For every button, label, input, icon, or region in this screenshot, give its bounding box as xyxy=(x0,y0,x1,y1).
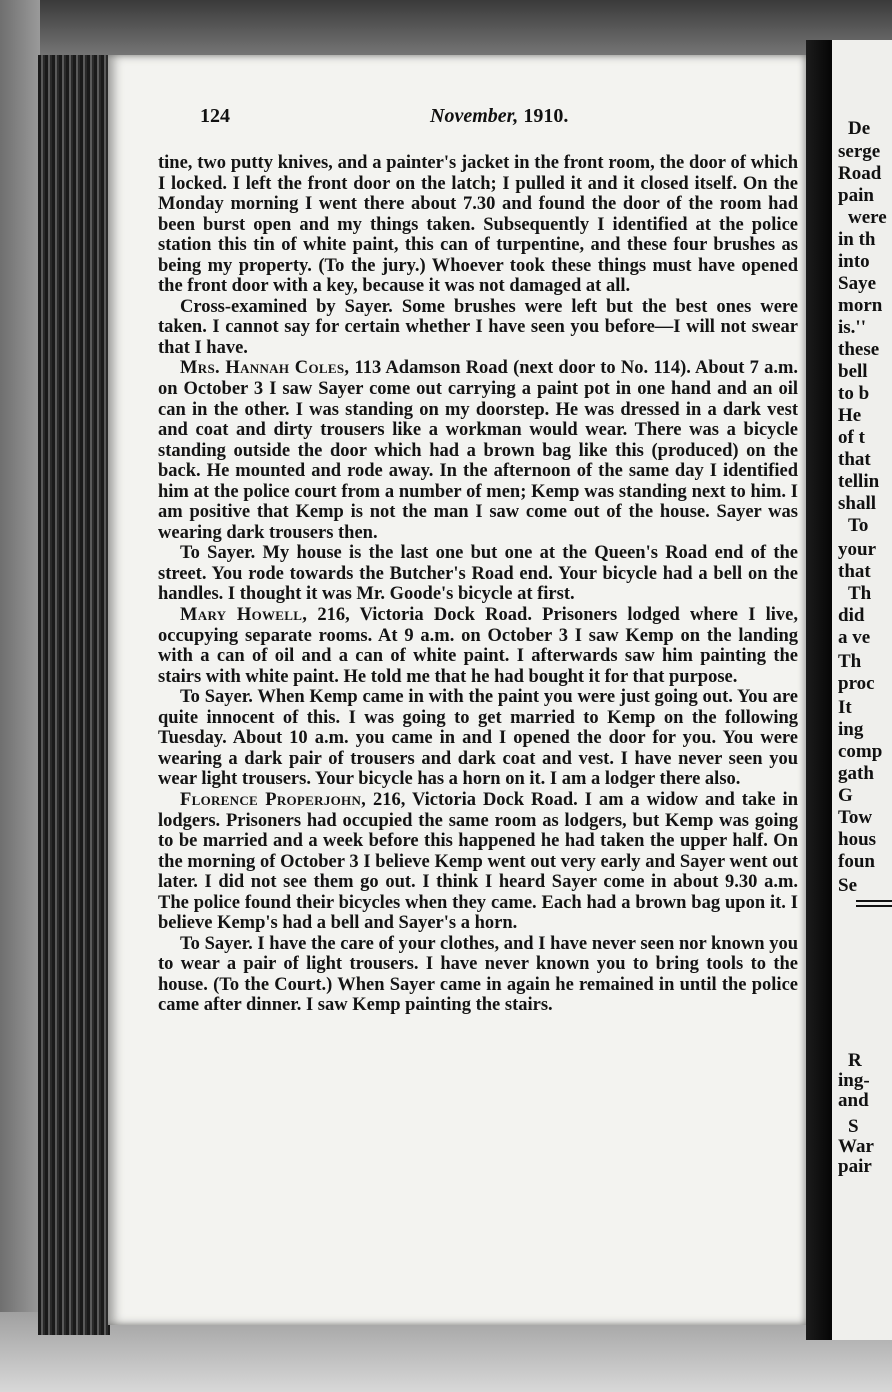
facing-page-text-fragment: bell xyxy=(838,361,868,382)
page-body-text xyxy=(158,153,798,1016)
book-page xyxy=(108,55,806,1325)
para-cross-examined: Cross-examined by Sayer. Some brushes were left but the best ones were taken. I cannot say for certain whether I have seen you before—I will not swear that I have. xyxy=(158,296,798,358)
witness-name: Mary Howell, xyxy=(180,605,308,626)
facing-page-rule xyxy=(856,905,892,907)
book-gutter xyxy=(806,40,832,1340)
witness-name: Mrs. Hannah Coles, xyxy=(180,358,350,379)
witness-name: Florence Properjohn, xyxy=(180,789,367,810)
para-howell-to-sayer: To Sayer. When Kemp came in with the paint you were just going out. You are quite innocent of this. I was going to get married to Kemp on the following Tuesday. About 10 a.m. you came in and I opened the door for you. You were wearing a dark pair of trousers and dark coat and vest. I have never seen you wear light trousers. Your bicycle has a horn on it. I am a lodger there also. xyxy=(158,687,798,790)
facing-page-text-fragment: It xyxy=(838,697,852,718)
facing-page-text-fragment: your xyxy=(838,539,876,560)
facing-page-text-fragment: is.'' xyxy=(838,317,866,338)
para-properjohn: Florence Properjohn, 216, Victoria Dock Road. I am a widow and take in lodgers. Prisoners had occupied the same room as lodgers, but Kemp was going to be married and a week before this happened he had taken the upper half. On the morning of October 3 I believe Kemp went out very early and Sayer went out later. I did not see them go out. I think I heard Sayer come in about 9.30 a.m. The police found their bicycles when they came. Each had a brown bag upon it. I believe Kemp's had a bell and Sayer's a horn. xyxy=(158,789,798,934)
facing-page-fragment xyxy=(832,40,892,1340)
facing-page-text-fragment: Road xyxy=(838,163,882,184)
running-header xyxy=(200,105,800,135)
facing-page-text-fragment: comp xyxy=(838,741,883,762)
facing-page-text-fragment: shall xyxy=(838,493,877,514)
facing-page-text-fragment: pain xyxy=(838,185,874,206)
facing-page-text-fragment: ing xyxy=(838,719,864,740)
facing-page-text-fragment: ing- xyxy=(838,1070,870,1091)
facing-page-text-fragment: tellin xyxy=(838,471,880,492)
facing-page-text-fragment: Se xyxy=(838,875,857,896)
para-howell: Mary Howell, 216, Victoria Dock Road. Prisoners lodged where I live, occupying separate rooms. At 9 a.m. on October 3 I saw Kemp on the landing with a can of oil and a can of white paint. I afterwards saw him painting the stairs with white paint. He told me that he had bought it for that purpose. xyxy=(158,605,798,687)
facing-page-text-fragment: Saye xyxy=(838,273,876,294)
facing-page-text-fragment: serge xyxy=(838,141,881,162)
facing-page-text-fragment: in th xyxy=(838,229,876,250)
facing-page-text-fragment: De xyxy=(848,118,871,139)
facing-page-text-fragment: He xyxy=(838,405,862,426)
facing-page-text-fragment: G xyxy=(838,785,853,806)
scan-top-edge xyxy=(0,0,892,60)
facing-page-text-fragment: pair xyxy=(838,1156,872,1177)
facing-page-text-fragment: and xyxy=(838,1090,869,1111)
facing-page-text-fragment: Tow xyxy=(838,807,873,828)
facing-page-text-fragment: that xyxy=(838,561,871,582)
facing-page-text-fragment: to b xyxy=(838,383,870,404)
facing-page-text-fragment: that xyxy=(838,449,871,470)
facing-page-text-fragment: were xyxy=(848,207,887,228)
para-continuation: tine, two putty knives, and a painter's jacket in the front room, the door of which I locked. I left the front door on the latch; I pulled it and it closed itself. On the Monday morning I went there about 7.30 and found the door of the room had been burst open and my things taken. Subsequently I identified at the police station this tin of white paint, this can of turpentine, and these four brushes as being my property. (To the jury.) Whoever took these things must have opened the front door with a key, because it was not damaged at all. xyxy=(158,153,798,297)
facing-page-text-fragment: To xyxy=(848,515,869,536)
facing-page-text-fragment: did xyxy=(838,605,865,626)
running-title: November, 1910. xyxy=(430,105,569,127)
page-number: 124 xyxy=(200,105,230,127)
facing-page-text-fragment: these xyxy=(838,339,880,360)
facing-page-text-fragment: proc xyxy=(838,673,875,694)
facing-page-text-fragment: a ve xyxy=(838,627,871,648)
para-coles: Mrs. Hannah Coles, 113 Adamson Road (next door to No. 114). About 7 a.m. on October 3 I saw Sayer come out carrying a paint pot in one hand and an oil can in the other. I was standing on my doorstep. He was dressed in a dark vest and coat and dirty trousers like a workman would wear. There was a bicycle standing outside the door which had a brown bag like this (produced) on the back. He mounted and rode away. In the afternoon of the same day I identified him at the police court from a number of men; Kemp was standing next to him. I am positive that Kemp is not the man I saw come out of the house. Sayer was wearing dark trousers then. xyxy=(158,358,799,543)
facing-page-text-fragment: R xyxy=(848,1050,862,1071)
facing-page-text-fragment: into xyxy=(838,251,870,272)
facing-page-text-fragment: of t xyxy=(838,427,865,448)
facing-page-text-fragment: foun xyxy=(838,851,875,872)
facing-page-text-fragment: morn xyxy=(838,295,883,316)
facing-page-text-fragment: Th xyxy=(848,583,872,604)
scan-left-edge xyxy=(0,0,40,1392)
para-coles-to-sayer: To Sayer. My house is the last one but one at the Queen's Road end of the street. You rode towards the Butcher's Road end. Your bicycle had a bell on the handles. I thought it was Mr. Goode's bicycle at first. xyxy=(158,543,798,605)
facing-page-rule xyxy=(856,900,892,902)
facing-page-text-fragment: War xyxy=(838,1136,874,1157)
facing-page-text-fragment: hous xyxy=(838,829,877,850)
para-properjohn-to-sayer: To Sayer. I have the care of your clothes, and I have never seen nor known you to wear a pair of light trousers. I have never known you to bring tools to the house. (To the Court.) When Sayer came in again he remained in until the police came after dinner. I saw Kemp painting the stairs. xyxy=(158,933,798,1016)
facing-page-text-fragment: gath xyxy=(838,763,874,784)
facing-page-text-fragment: S xyxy=(848,1116,859,1137)
book-spine-page-edges xyxy=(38,55,110,1335)
facing-page-text-fragment: Th xyxy=(838,651,862,672)
